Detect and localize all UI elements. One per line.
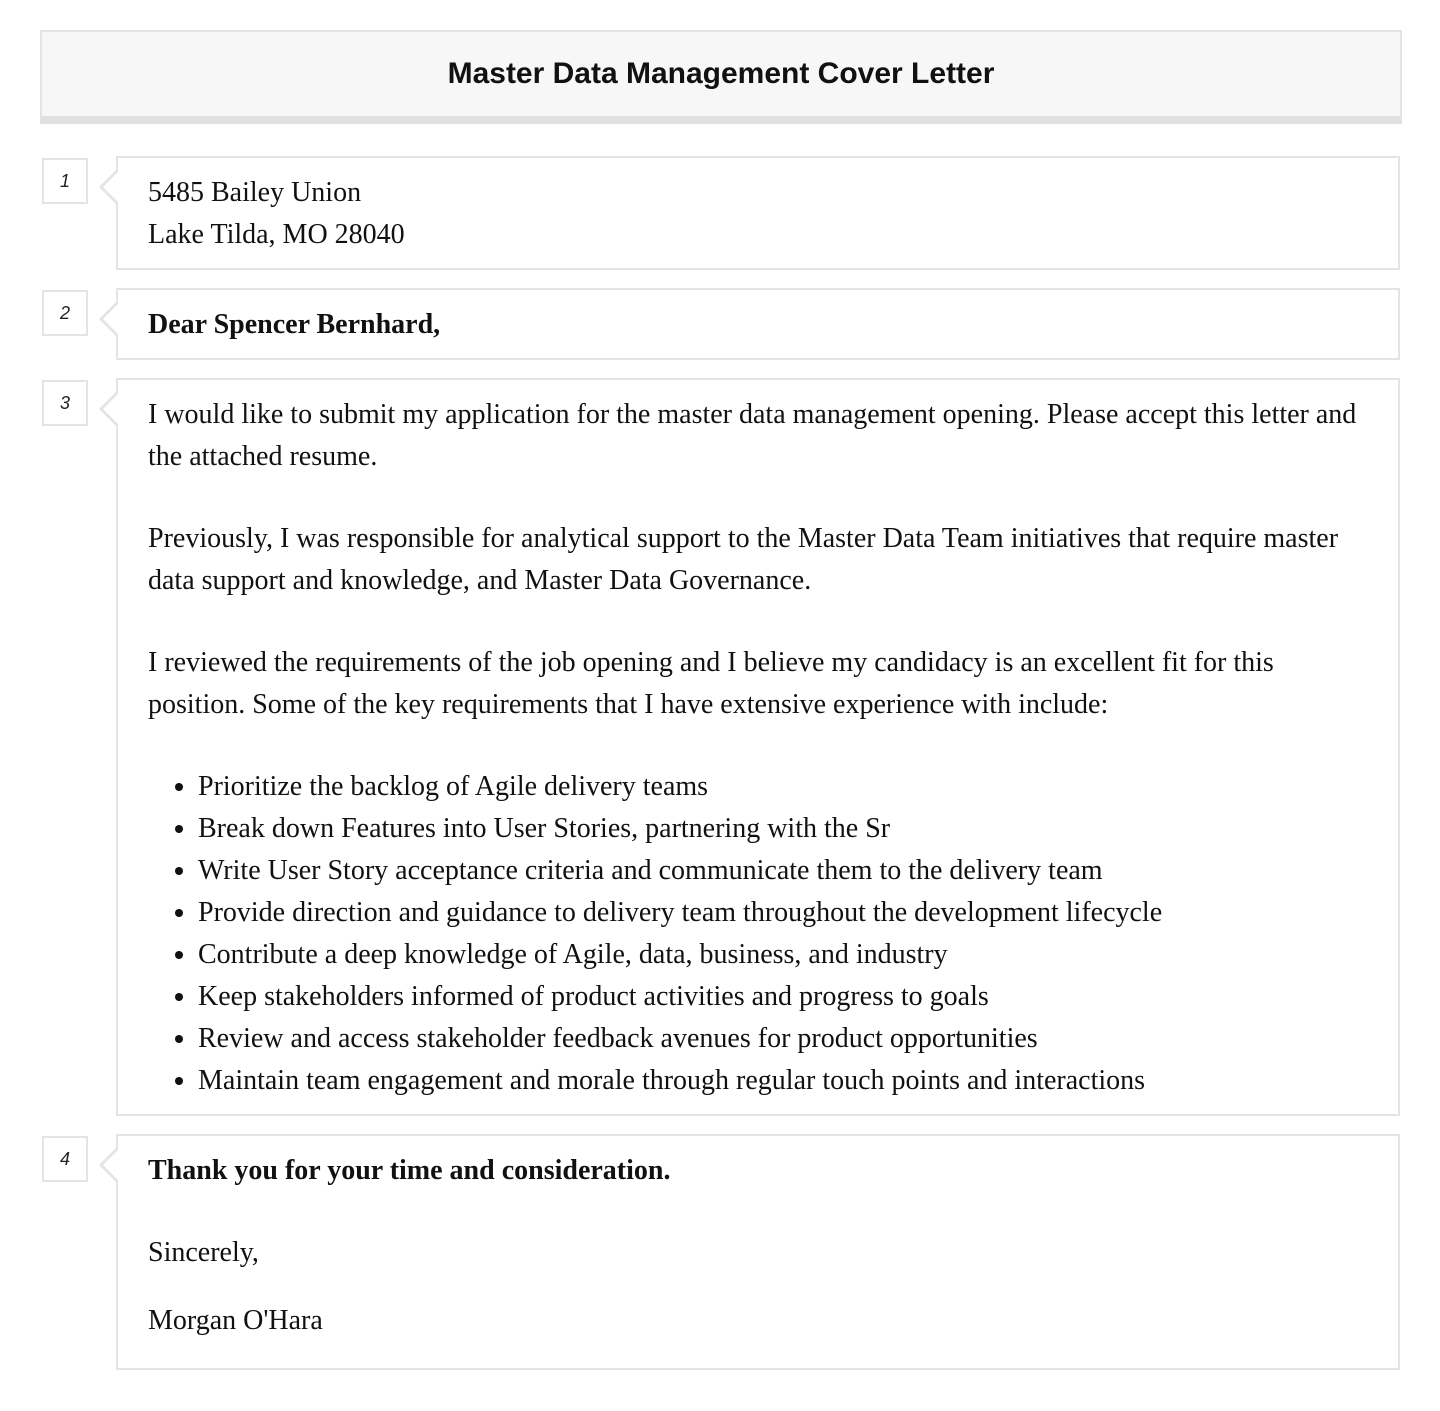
list-item: • Write User Story acceptance criteria and communicate them to the delivery team [198,850,1368,892]
address-box [116,156,1400,270]
greeting: Dear Spencer Bernhard, [148,309,441,340]
thanks-line: Thank you for your time and consideration. [148,1155,671,1186]
page-title: Master Data Management Cover Letter [447,57,995,90]
section-number: 2 [42,290,88,336]
list-item: • Review and access stakeholder feedback avenues for product opportunities [198,1018,1368,1060]
list-item: • Contribute a deep knowledge of Agile, data, business, and industry [198,934,1368,976]
closing-salutation: Sincerely, [148,1237,259,1268]
list-item: • Prioritize the backlog of Agile delivery teams [198,766,1368,808]
list-item: • Keep stakeholders informed of product activities and progress to goals [198,976,1368,1018]
signature: Morgan O'Hara [148,1305,323,1336]
greeting-box [116,288,1400,360]
list-item: • Break down Features into User Stories, partnering with the Sr [198,808,1368,850]
body-paragraph-3: I reviewed the requirements of the job opening and I believe my candidacy is an excellent fit for this position. Some of the key requirements that I have extensive experience with include: [148,647,1274,720]
body-paragraph-1: I would like to submit my application for the master data management opening. Please accept this letter and the attached resume. [148,399,1357,472]
address-line-2: Lake Tilda, MO 28040 [148,219,405,250]
list-item: • Maintain team engagement and morale through regular touch points and interactions [198,1060,1368,1102]
list-item: • Provide direction and guidance to delivery team throughout the development lifecycle [198,892,1368,934]
requirements-list [148,766,1368,1102]
body-paragraph-2: Previously, I was responsible for analytical support to the Master Data Team initiatives that require master data support and knowledge, and Master Data Governance. [148,523,1339,596]
body-box [116,378,1400,1116]
closing-box [116,1134,1400,1370]
section-number: 3 [42,380,88,426]
title-bar [40,30,1402,124]
address-line-1: 5485 Bailey Union [148,177,362,208]
section-number: 1 [42,158,88,204]
section-number: 4 [42,1136,88,1182]
